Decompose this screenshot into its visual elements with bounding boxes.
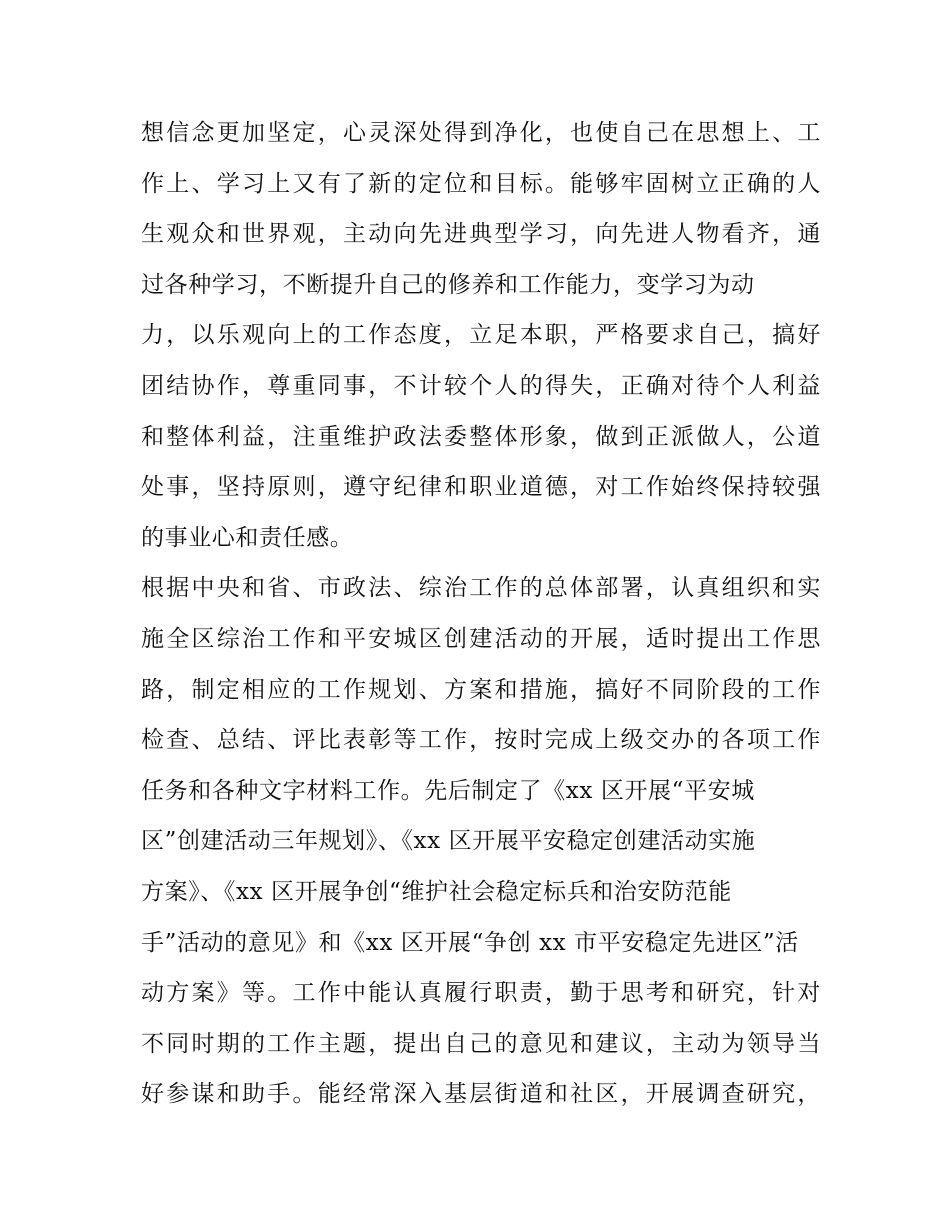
text-line: 检查、总结、评比表彰等工作，按时完成上级交办的各项工作 — [141, 727, 821, 754]
text-line: 手”活动的意见》和《xx 区开展“争创 xx 市平安稳定先进区”活 — [141, 929, 799, 956]
text-line: 好参谋和助手。能经常深入基层街道和社区，开展调查研究， — [141, 1081, 821, 1108]
text-line: 路，制定相应的工作规划、方案和措施，搞好不同阶段的工作 — [141, 676, 821, 703]
text-line: 想信念更加坚定，心灵深处得到净化，也使自己在思想上、工 — [141, 120, 821, 146]
text-line: 方案》、《xx 区开展争创“维护社会稳定标兵和治安防范能 — [141, 878, 732, 905]
text-line: 力，以乐观向上的工作态度，立足本职，严格要求自己，搞好 — [141, 322, 821, 349]
text-line: 区”创建活动三年规划》、《xx 区开展平安稳定创建活动实施 — [141, 828, 756, 855]
text-line: 的事业心和责任感。 — [141, 524, 354, 551]
text-line: 团结协作，尊重同事，不计较个人的得失，正确对待个人利益 — [141, 372, 821, 399]
text-line: 和整体利益，注重维护政法委整体形象，做到正派做人，公道 — [141, 423, 821, 450]
text-line: 任务和各种文字材料工作。先后制定了《xx 区开展“平安城 — [141, 777, 755, 804]
text-line: 作上、学习上又有了新的定位和目标。能够牢固树立正确的人 — [141, 170, 821, 197]
text-line: 根据中央和省、市政法、综治工作的总体部署，认真组织和实 — [141, 575, 821, 602]
text-line: 施全区综治工作和平安城区创建活动的开展，适时提出工作思 — [141, 625, 821, 652]
text-line: 过各种学习，不断提升自己的修养和工作能力，变学习为动 — [141, 271, 755, 298]
text-line: 生观众和世界观，主动向先进典型学习，向先进人物看齐，通 — [141, 221, 821, 248]
body-text — [141, 108, 821, 1120]
text-line: 不同时期的工作主题，提出自己的意见和建议，主动为领导当 — [141, 1030, 821, 1057]
text-line: 处事，坚持原则，遵守纪律和职业道德，对工作始终保持较强 — [141, 474, 821, 501]
text-line: 动方案》等。工作中能认真履行职责，勤于思考和研究，针对 — [141, 980, 821, 1007]
